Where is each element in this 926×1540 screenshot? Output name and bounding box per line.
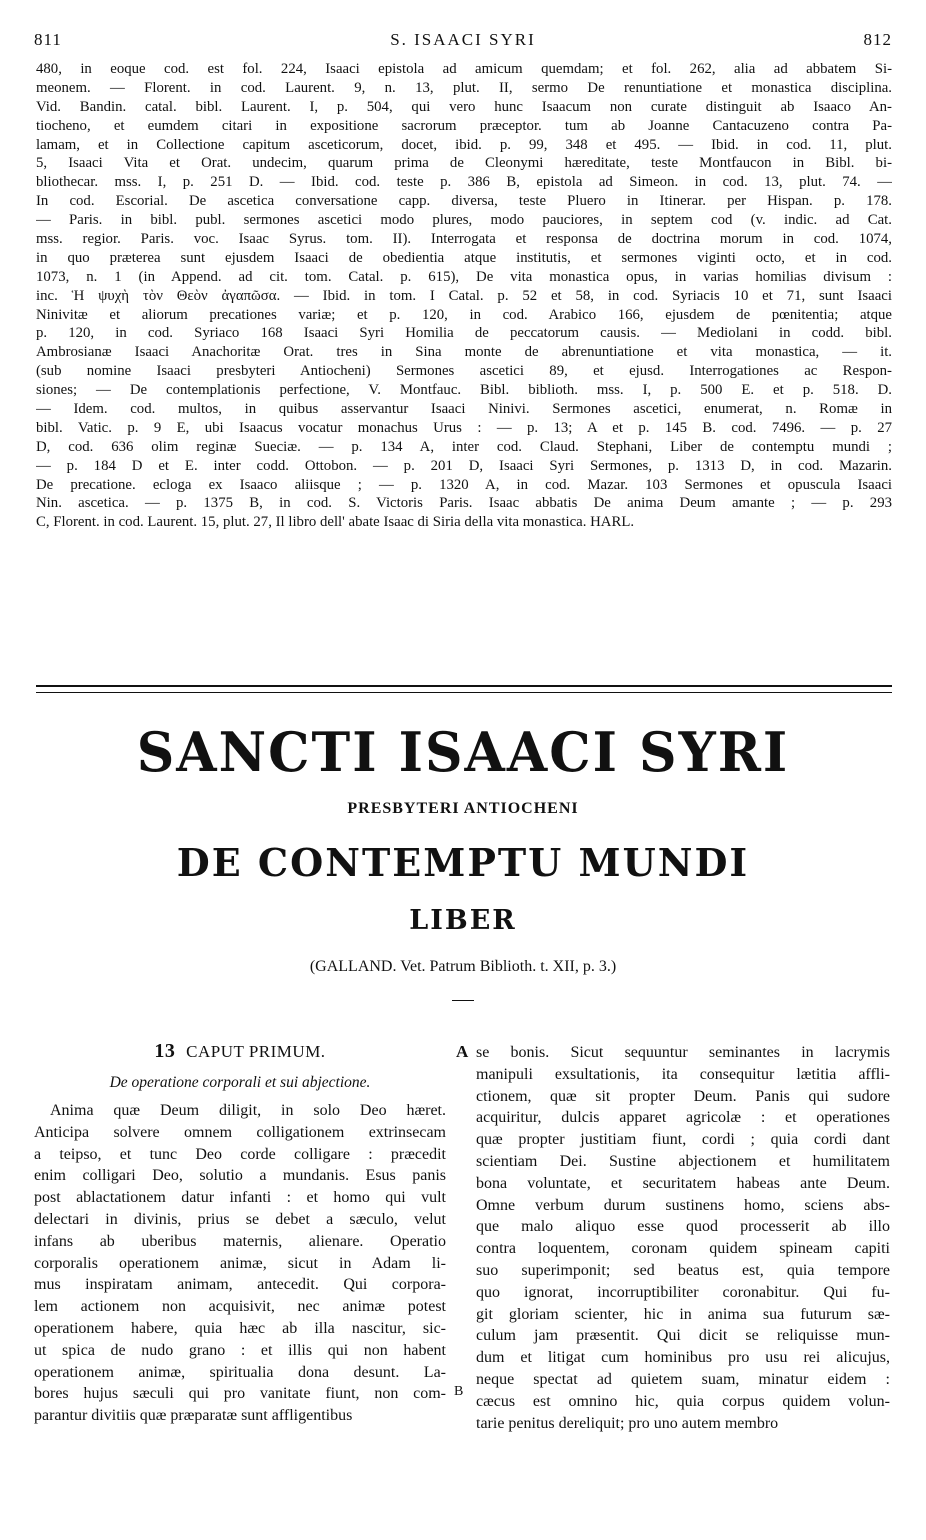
note-line: p. 120, in cod. Syriaco 168 Isaaci Syri Homilia de peccatorum causis. — Mediolani in codd. bibl. bbox=[36, 325, 892, 342]
note-line: meonem. — Florent. in cod. Laurent. 9, n. 13, plut. II, sermo De renuntiatione et monastica disciplina. bbox=[36, 79, 892, 96]
note-line: De precatione. ecloga ex Isaaco aliisque ; — p. 1320 A, in cod. Mazar. 103 Sermones et opuscula Isaaci bbox=[36, 476, 892, 493]
work-source-citation: (GALLAND. Vet. Patrum Biblioth. t. XII, p. 3.) bbox=[309, 958, 617, 975]
note-line: siones; — De contemplationis perfectione, V. Montfauc. Bibl. biblioth. mss. I, p. 500 E. et p. 518. D. bbox=[36, 382, 892, 399]
note-line: — Idem. cod. multos, in quibus asservantur Isaaci Ninivi. Sermones ascetici, enumerat, n. Romæ in bbox=[36, 401, 892, 418]
note-line: (sub nomine Isaaci presbyteri Antiocheni) Sermones ascetici 89, et ejusd. Interrogationes ac Respon- bbox=[36, 363, 892, 380]
text-line: suo superimponit; sed beatus est, quia tempore bbox=[476, 1261, 890, 1279]
right-column bbox=[476, 1042, 890, 1434]
note-line: — p. 184 D et E. inter codd. Ottobon. — p. 201 D, Isaaci Syri Sermones, p. 1313 D, in cod. Mazarin. bbox=[36, 457, 892, 474]
text-line: delectari in divinis, prius se debet a sæculo, velut bbox=[34, 1210, 446, 1228]
text-line: quo ignorat, incorruptibiliter coronabitur. Qui fu- bbox=[476, 1283, 890, 1301]
text-line: ctionem, quæ sit propter Deum. Panis qui sudore bbox=[476, 1087, 890, 1105]
text-line: corporalis operationem animæ, sicut in Adam li- bbox=[34, 1254, 446, 1272]
left-column bbox=[34, 1100, 446, 1427]
note-line: In cod. Escorial. De ascetica conversatione capp. diversa, teste Pluero in Itinerar. per Hispan. p. 178. bbox=[36, 193, 892, 210]
margin-mark-b: B bbox=[454, 1384, 464, 1399]
note-line: 1073, n. 1 (in Append. ad cit. tom. Catal. p. 615), De vita monastica opus, in varias homilias divisum : bbox=[36, 268, 892, 285]
note-line: inc. Ἡ ψυχὴ τὸν Θεὸν ἀγαπῶσα. — Ibid. in tom. I Catal. p. 52 et 58, in cod. Syriacis 10 et 71, sunt Isaaci bbox=[36, 287, 892, 304]
section-rule-thick bbox=[36, 685, 892, 687]
text-line: git gloriam scienter, hic in anima sua futurum sæ- bbox=[476, 1305, 890, 1323]
note-line: tiocheno, et eumdem citari in expositione sacrorum præceptor. tum ab Joanne Cantacuzeno contra Pa- bbox=[36, 117, 892, 134]
note-line: lamam, et in Collectione capitum asceticorum, docet, ibid. p. 99, 348 et 495. — Ibid. in cod. 11, plut. bbox=[36, 136, 892, 153]
note-line: bliothecar. mss. I, p. 251 D. — Ibid. cod. teste p. 386 B, epistola ad Simeon. in cod. 13, plut. 74. — bbox=[36, 174, 892, 191]
note-line: D, cod. 636 olim reginæ Sueciæ. — p. 134 A, inter cod. Claud. Stephani, Liber de contemptu mundi ; bbox=[36, 438, 892, 455]
chapter-number: 13 bbox=[154, 1040, 176, 1062]
text-line: dum et litigat cum hominibus pro usu rei alicujus, bbox=[476, 1349, 890, 1367]
text-line: operationem habere, quia hæc ab illa nascitur, sic- bbox=[34, 1319, 446, 1337]
text-line: lem actionem non acquisivit, nec animæ potest bbox=[34, 1298, 446, 1316]
work-title-subtitle: PRESBYTERI ANTIOCHENI bbox=[347, 800, 579, 817]
work-title-liber: LIBER bbox=[409, 905, 517, 936]
text-line: contra loquentem, coronam quidem spineam capiti bbox=[476, 1240, 890, 1258]
page-number-right: 812 bbox=[863, 30, 892, 49]
text-line: a teipso, et tunc Deo corde colligare : præcedit bbox=[34, 1145, 446, 1163]
note-line: 480, in eoque cod. est fol. 224, Isaaci epistola ad amicum quemdam; et fol. 262, alia ad abbatem Si- bbox=[36, 61, 892, 77]
text-line: parantur divitiis quæ præparatæ sunt affligentibus bbox=[34, 1407, 353, 1425]
text-line: operationem animæ, spiritualia dona desunt. La- bbox=[34, 1363, 446, 1381]
text-line: Anima quæ Deum diligit, in solo Deo hæret. bbox=[50, 1102, 446, 1119]
note-line: in quo præterea sunt ejusdem Isaaci de obedientia atque institutis, et sermones viginti octo, et in cod. bbox=[36, 249, 892, 266]
margin-mark-a: A bbox=[456, 1042, 469, 1061]
text-line: infans ab uberibus maternis, alienare. Operatio bbox=[34, 1232, 446, 1250]
editorial-note bbox=[36, 60, 892, 532]
running-title: S. ISAACI SYRI bbox=[390, 30, 536, 49]
note-line: C, Florent. in cod. Laurent. 15, plut. 27, Il libro dell' abate Isaac di Siria della vita monastica. HARL. bbox=[36, 514, 635, 531]
note-line: mss. regior. Paris. voc. Isaac Syrus. tom. II). Interrogata et responsa de doctrina morum in cod. 1074, bbox=[36, 231, 892, 248]
title-short-rule bbox=[452, 1000, 474, 1001]
text-line: Omne verbum durum sustinens homo, sciens abs- bbox=[476, 1196, 890, 1214]
note-line: Ambrosianæ Isaaci Anachoritæ Orat. tres in Sina monte de abrenuntiatione et vita monastica, — it. bbox=[36, 344, 892, 361]
text-line: bores hujus sæculi qui pro vanitate fiunt, non com- bbox=[34, 1385, 446, 1403]
text-line: cæcus est omnino hic, quia corpus quidem volun- bbox=[476, 1392, 890, 1410]
note-line: bibl. Vatic. p. 9 E, ubi Isaacus vocatur monachus Urus : — p. 13; A et p. 145 B. cod. 7496. — p. 27 bbox=[36, 419, 892, 436]
running-head bbox=[34, 30, 892, 50]
text-line: manipuli exsultationis, ita consequitur lætitia affli- bbox=[476, 1065, 890, 1083]
text-line: neque spectat ad quietem suam, minatur eidem : bbox=[476, 1370, 890, 1388]
note-line: Nin. ascetica. — p. 1375 B, in cod. S. Victoris Paris. Isaac abbatis De anima Deum amante ; — p. 293 bbox=[36, 495, 892, 512]
chapter-heading bbox=[34, 1040, 446, 1063]
text-line: que malo aliquo esse quod processerit ab illo bbox=[476, 1218, 890, 1236]
section-rule-thin bbox=[36, 692, 892, 693]
text-line: se bonis. Sicut sequuntur seminantes in lacrymis bbox=[476, 1044, 890, 1061]
work-title-name: DE CONTEMPTU MUNDI bbox=[176, 840, 750, 885]
chapter-title: CAPUT PRIMUM. bbox=[186, 1042, 326, 1061]
text-line: scientiam Dei. Sustine abjectionem et humilitatem bbox=[476, 1152, 890, 1170]
work-title-author: SANCTI ISAACI SYRI bbox=[136, 720, 790, 785]
text-line: bona voluntate, et securitatem habeas ante Deum. bbox=[476, 1174, 890, 1192]
note-line: — Paris. in bibl. publ. sermones ascetici modo plures, modo pauciores, in septem cod (v. indic. ad Cat. bbox=[36, 212, 892, 229]
text-line: enim colligari Deo, solutio a mundanis. Esus panis bbox=[34, 1167, 446, 1185]
note-line: 5, Isaaci Vita et Orat. undecim, quarum prima de Cleonymi hæreditate, teste Montfaucon in Bibl. bi- bbox=[36, 155, 892, 172]
text-line: ut spica de nudo grano : et illis qui non habent bbox=[34, 1341, 446, 1359]
text-line: culum jam præsentit. Qui dicit se reliquisse mun- bbox=[476, 1327, 890, 1345]
note-line: Vid. Bandin. catal. bibl. Laurent. I, p. 504, qui vero hunc Isaacum non curate distinguit ab Isaaco An- bbox=[36, 98, 892, 115]
text-line: mus inspiratam animam, antecedit. Qui corpora- bbox=[34, 1276, 446, 1294]
text-line: tarie penitus dereliquit; pro uno autem membro bbox=[476, 1414, 779, 1432]
text-line: quæ propter justitiam fiunt, cordi ; quia cordi dant bbox=[476, 1131, 890, 1149]
page-number-left: 811 bbox=[34, 30, 62, 49]
chapter-subtitle: De operatione corporali et sui abjectione. bbox=[109, 1074, 371, 1091]
text-line: post ablactationem datur infanti : et homo qui vult bbox=[34, 1189, 446, 1207]
text-line: Anticipa solvere omnem colligationem extrinsecam bbox=[34, 1123, 446, 1141]
note-line: Ninivitæ et aliorum precationes variæ; et p. 120, in cod. Arabico 166, ejusdem de pœnitentia; atque bbox=[36, 306, 892, 323]
text-line: acquiritur, dulcis apparet agricolæ : et operationes bbox=[476, 1109, 890, 1127]
